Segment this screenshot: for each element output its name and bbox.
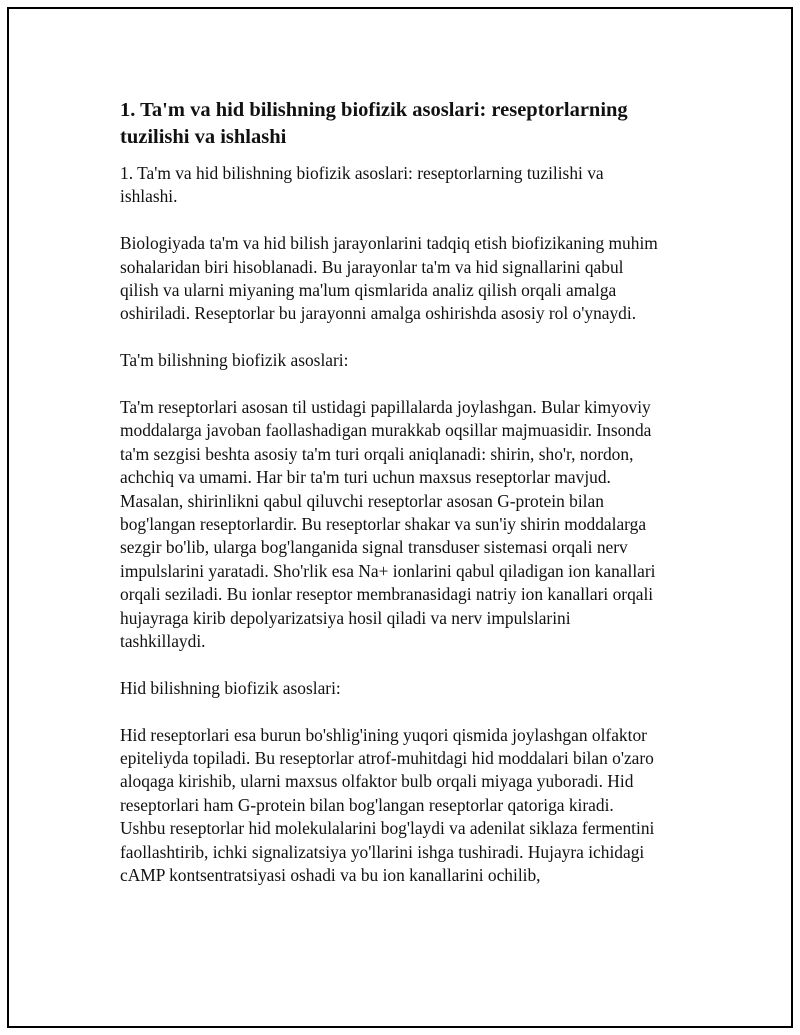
- section-heading-smell: Hid bilishning biofizik asoslari:: [120, 677, 341, 698]
- document-page: [7, 7, 793, 1028]
- paragraph-overview: Biologiyada ta'm va hid bilish jarayonlarini tadqiq etish biofizikaning muhim sohalaridan biri hisoblanadi. Bu jarayonlar ta'm va hid signallarini qabul qilish va ularni miyaning ma'lum qismlarida analiz qilish orqali amalga oshiriladi. Reseptorlar bu jarayonni amalga oshirishda asosiy rol o'ynaydi.: [120, 233, 658, 324]
- section-heading-taste: Ta'm bilishning biofizik asoslari:: [120, 350, 349, 371]
- paragraph-taste: Ta'm reseptorlari asosan til ustidagi papillalarda joylashgan. Bular kimyoviy moddalarga javoban faollashadigan murakkab oqsillar majmuasidir. Insonda ta'm sezgisi beshta asosiy ta'm turi orqali aniqlanadi: shirin, sho'r, nordon, achchiq va umami. Har bir ta'm turi uchun maxsus reseptorlar mavjud. Masalan, shirinlikni qabul qiluvchi reseptorlar asosan G-protein bilan bog'langan reseptorlardir. Bu reseptorlar shakar va sun'iy shirin moddalarga sezgir bo'lib, ularga bog'langanida signal transduser sistemasi orqali nerv impulslarini yaratadi. Sho'rlik esa Na+ ionlarini qabul qiladigan ion kanallari orqali seziladi. Bu ionlar reseptor membranasidagi natriy ion kanallari orqali hujayraga kirib depolyarizatsiya hosil qiladi va nerv impulslarini tashkillaydi.: [120, 397, 656, 652]
- paragraph-intro: 1. Ta'm va hid bilishning biofizik asoslari: reseptorlarning tuzilishi va ishlashi.: [120, 163, 604, 207]
- paragraph-smell: Hid reseptorlari esa burun bo'shlig'ining yuqori qismida joylashgan olfaktor epiteliyda topiladi. Bu reseptorlar atrof-muhitdagi hid moddalari bilan o'zaro aloqaga kirishib, ularni maxsus olfaktor bulb orqali miyaga yuboradi. Hid reseptorlari ham G-protein bilan bog'langan reseptorlar qatoriga kiradi. Ushbu reseptorlar hid molekulalarini bog'laydi va adenilat siklaza fermentini faollashtirib, ichki signalizatsiya yo'llarini ishga tushiradi. Hujayra ichidagi cAMP kontsentratsiyasi oshadi va bu ion kanallarini ochilib,: [120, 724, 655, 886]
- document-title: 1. Ta'm va hid bilishning biofizik asoslari: reseptorlarning tuzilishi va ishlashi: [120, 99, 628, 148]
- document-content: [120, 97, 660, 911]
